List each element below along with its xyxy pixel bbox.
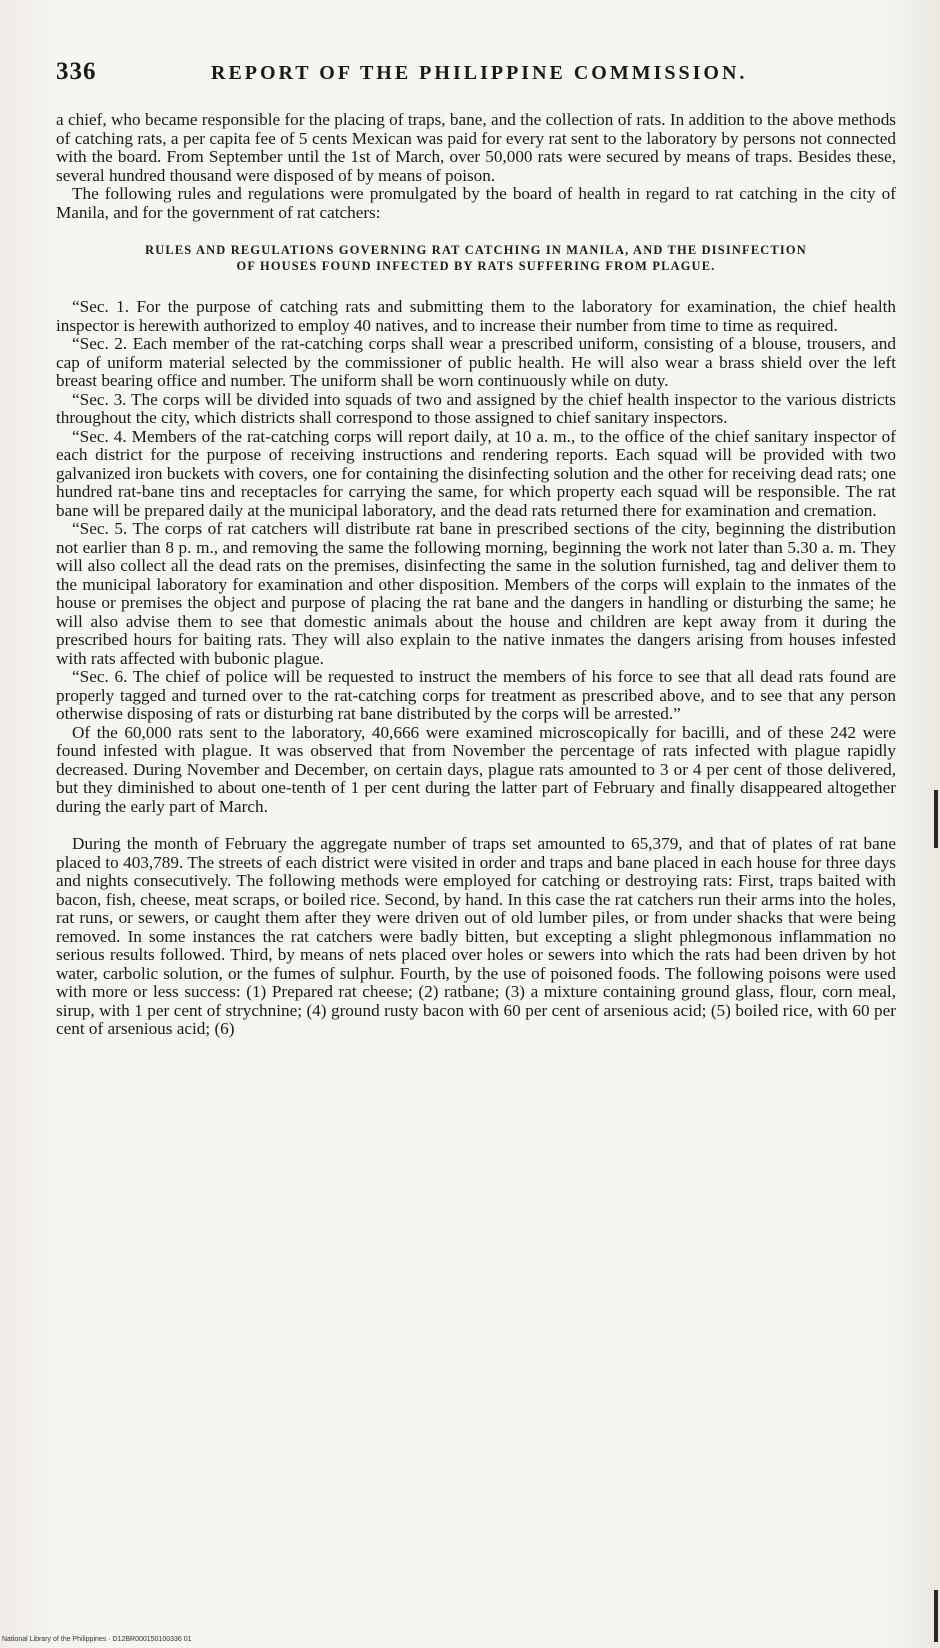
section-1: “Sec. 1. For the purpose of catching rats and submitting them to the laboratory for examination, the chief health inspector is herewith authorized to employ 40 natives, and to increase their number from time to time as required. (56, 297, 896, 335)
scan-edge-mark (934, 790, 938, 848)
rules-heading-line-2: OF HOUSES FOUND INFECTED BY RATS SUFFERING FROM PLAGUE. (236, 259, 716, 273)
paragraph-examination-results: Of the 60,000 rats sent to the laboratory, 40,666 were examined microscopically for bacilli, and of these 242 were found infested with plague. It was observed that from November the percentage of rats infected with plague rapidly decreased. During November and December, on certain days, plague rats amounted to 3 or 4 per cent of those delivered, but they diminished to about one-tenth of 1 per cent during the latter part of February and finally disappeared altogether during the early part of March. (56, 722, 896, 816)
section-3: “Sec. 3. The corps will be divided into squads of two and assigned by the chief health inspector to the various districts throughout the city, which districts shall correspond to those assigned to chief sanitary inspectors. (56, 389, 896, 427)
scan-footer: National Library of the Philippines · D12BR000150100336 01 (2, 1636, 192, 1643)
section-2: “Sec. 2. Each member of the rat-catching corps shall wear a prescribed uniform, consisting of a blouse, trousers, and cap of uniform material selected by the commissioner of public health. He will also wear a brass shield over the left breast bearing office and number. The uniform shall be worn continuously while on duty. (56, 334, 896, 390)
running-title: REPORT OF THE PHILIPPINE COMMISSION. (211, 62, 748, 84)
paragraph-february-methods: During the month of February the aggregate number of traps set amounted to 65,379, and that of plates of rat bane placed to 403,789. The streets of each district were visited in order and traps and bane placed in each house for three days and nights consecutively. The following methods were employed for catching or destroying rats: First, traps baited with bacon, fish, cheese, meat scraps, or boiled rice. Second, by hand. In this case the rat catchers run their arms into the holes, rat runs, or sewers, or caught them after they were driven out of old lumber piles, or from under shacks that were being removed. In some instances the rat catchers were badly bitten, but excepting a slight phlegmonous inflammation no serious results followed. Third, by means of nets placed over holes or sewers into which the rats had been driven by hot water, carbolic solution, or the fumes of sulphur. Fourth, by the use of poisoned foods. The following poisons were used with more or less success: (1) Prepared rat cheese; (2) ratbane; (3) a mixture containing ground glass, flour, corn meal, sirup, with 1 per cent of strychnine; (4) ground rusty bacon with 60 per cent of arsenious acid; (5) boiled rice, with 60 per cent of arsenious acid; (6) (56, 834, 896, 1038)
paragraph-rules-intro: The following rules and regulations were promulgated by the board of health in regard to rat catching in the city of Manila, and for the government of rat catchers: (56, 184, 896, 222)
body-text (56, 111, 896, 1039)
paragraph-continuation: a chief, who became responsible for the placing of traps, bane, and the collection of rats. In addition to the above methods of catching rats, a per capita fee of 5 cents Mexican was paid for every rat sent to the laboratory by persons not connected with the board. From September until the 1st of March, over 50,000 rats were secured by means of traps. Besides these, several hundred thousand were disposed of by means of poison. (56, 110, 896, 185)
rules-heading-line-1: RULES AND REGULATIONS GOVERNING RAT CATCHING IN MANILA, AND THE DISINFECTION (145, 243, 807, 257)
section-5: “Sec. 5. The corps of rat catchers will distribute rat bane in prescribed sections of the city, beginning the distribution not earlier than 8 p. m., and removing the same the following morning, beginning the work not later than 5.30 a. m. They will also collect all the dead rats on the premises, disinfecting the same in the solution furnished, tag and deliver them to the municipal laboratory for examination and other disposition. Members of the corps will explain to the inmates of the house or premises the object and purpose of placing the rat bane and the dangers in handling or disturbing the same; he will also advise them to see that domestic animals about the house and children are kept away from it during the prescribed hours for baiting rats. They will also explain to the native inmates the dangers arising from houses infested with rats affected with bubonic plague. (56, 519, 896, 668)
page-number: 336 (56, 58, 97, 85)
rules-heading (56, 242, 896, 274)
section-4: “Sec. 4. Members of the rat-catching corps will report daily, at 10 a. m., to the office of the chief sanitary inspector of each district for the purpose of receiving instructions and rendering reports. Each squad will be provided with two galvanized iron buckets with covers, one for containing the disinfecting solution and the other for receiving dead rats; one hundred rat-bane tins and receptacles for carrying the same, for which property each squad will be responsible. The rat bane will be prepared daily at the municipal laboratory, and the dead rats returned there for examination and cremation. (56, 426, 896, 520)
section-6: “Sec. 6. The chief of police will be requested to instruct the members of his force to see that all dead rats found are properly tagged and turned over to the rat-catching corps for treatment as prescribed above, and to see that any person otherwise disposing of rats or disturbing rat bane distributed by the corps will be arrested.” (56, 667, 896, 723)
page-header (56, 58, 896, 92)
scan-edge-mark (934, 1590, 938, 1642)
